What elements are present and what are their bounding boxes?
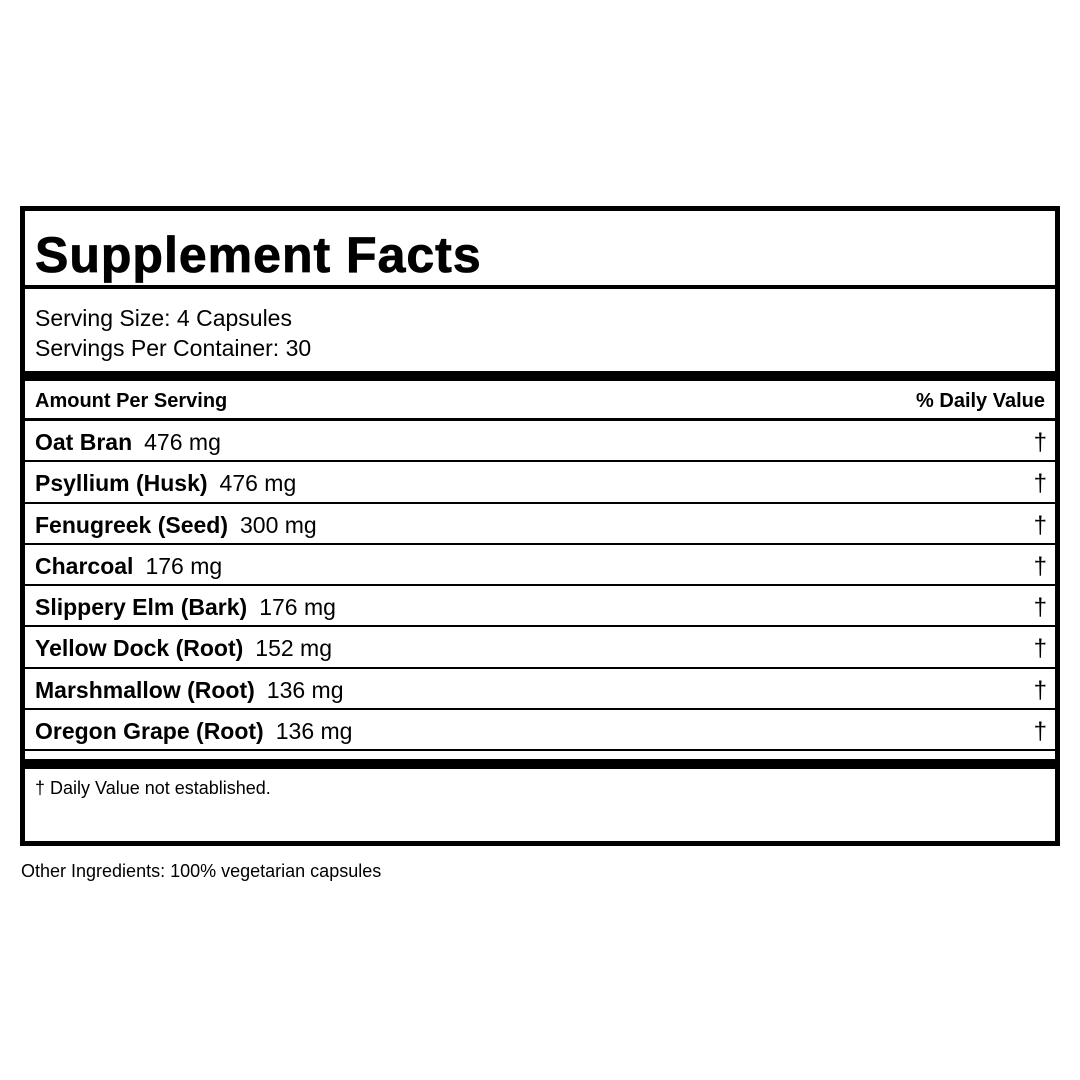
supplement-facts-panel: [20, 206, 1060, 846]
ingredient-amount: 476 mg: [144, 429, 221, 455]
footnote: † Daily Value not established.: [35, 778, 271, 798]
ingredient-name: Oregon Grape (Root) 136 mg: [35, 718, 353, 745]
amount-per-serving-header: Amount Per Serving: [35, 390, 228, 412]
daily-value-header: % Daily Value: [916, 390, 1045, 412]
dagger-mark: †: [1033, 429, 1047, 456]
serving-info: [35, 303, 311, 363]
dagger-mark: †: [1033, 635, 1047, 663]
ingredient-amount: 300 mg: [240, 511, 317, 538]
ingredient-row: [25, 710, 1055, 751]
ingredient-row: [25, 545, 1055, 586]
ingredient-name: Marshmallow (Root) 136 mg: [35, 676, 344, 703]
ingredient-name: Yellow Dock (Root) 152 mg: [35, 635, 333, 662]
ingredient-name: Psyllium (Husk) 476 mg: [35, 470, 297, 497]
ingredient-amount: 476 mg: [219, 470, 297, 497]
table-header: [25, 381, 1055, 421]
ingredient-amount: 136 mg: [275, 718, 353, 745]
ingredient-name: Oat Bran 476 mg: [35, 429, 221, 455]
thick-divider-top: [25, 371, 1055, 381]
other-ingredients: Other Ingredients: 100% vegetarian capsules: [21, 861, 382, 881]
ingredient-row: [25, 669, 1055, 710]
ingredient-name: Charcoal 176 mg: [35, 552, 223, 579]
ingredient-row: [25, 504, 1055, 545]
ingredient-row: [25, 462, 1055, 503]
serving-size: Serving Size: 4 Capsules: [35, 305, 292, 331]
panel-title: Supplement Facts: [35, 227, 482, 283]
ingredient-row: [25, 586, 1055, 627]
ingredient-amount: 176 mg: [145, 552, 223, 579]
ingredient-amount: 152 mg: [255, 635, 333, 662]
ingredient-row: [25, 421, 1055, 462]
title-box: [25, 211, 1055, 289]
dagger-mark: †: [1033, 511, 1047, 539]
ingredient-name: Fenugreek (Seed) 300 mg: [35, 511, 317, 538]
servings-per-container: Servings Per Container: 30: [35, 335, 312, 361]
ingredient-amount: 136 mg: [266, 676, 344, 703]
dagger-mark: †: [1033, 552, 1047, 580]
dagger-mark: †: [1033, 676, 1047, 704]
dagger-mark: †: [1033, 594, 1047, 622]
ingredient-name: Slippery Elm (Bark) 176 mg: [35, 594, 336, 621]
dagger-mark: †: [1033, 470, 1047, 498]
dagger-mark: †: [1033, 718, 1047, 746]
ingredient-row: [25, 627, 1055, 668]
thick-divider-bottom: [25, 759, 1055, 769]
ingredient-amount: 176 mg: [259, 594, 336, 621]
ingredient-list: [25, 421, 1055, 751]
